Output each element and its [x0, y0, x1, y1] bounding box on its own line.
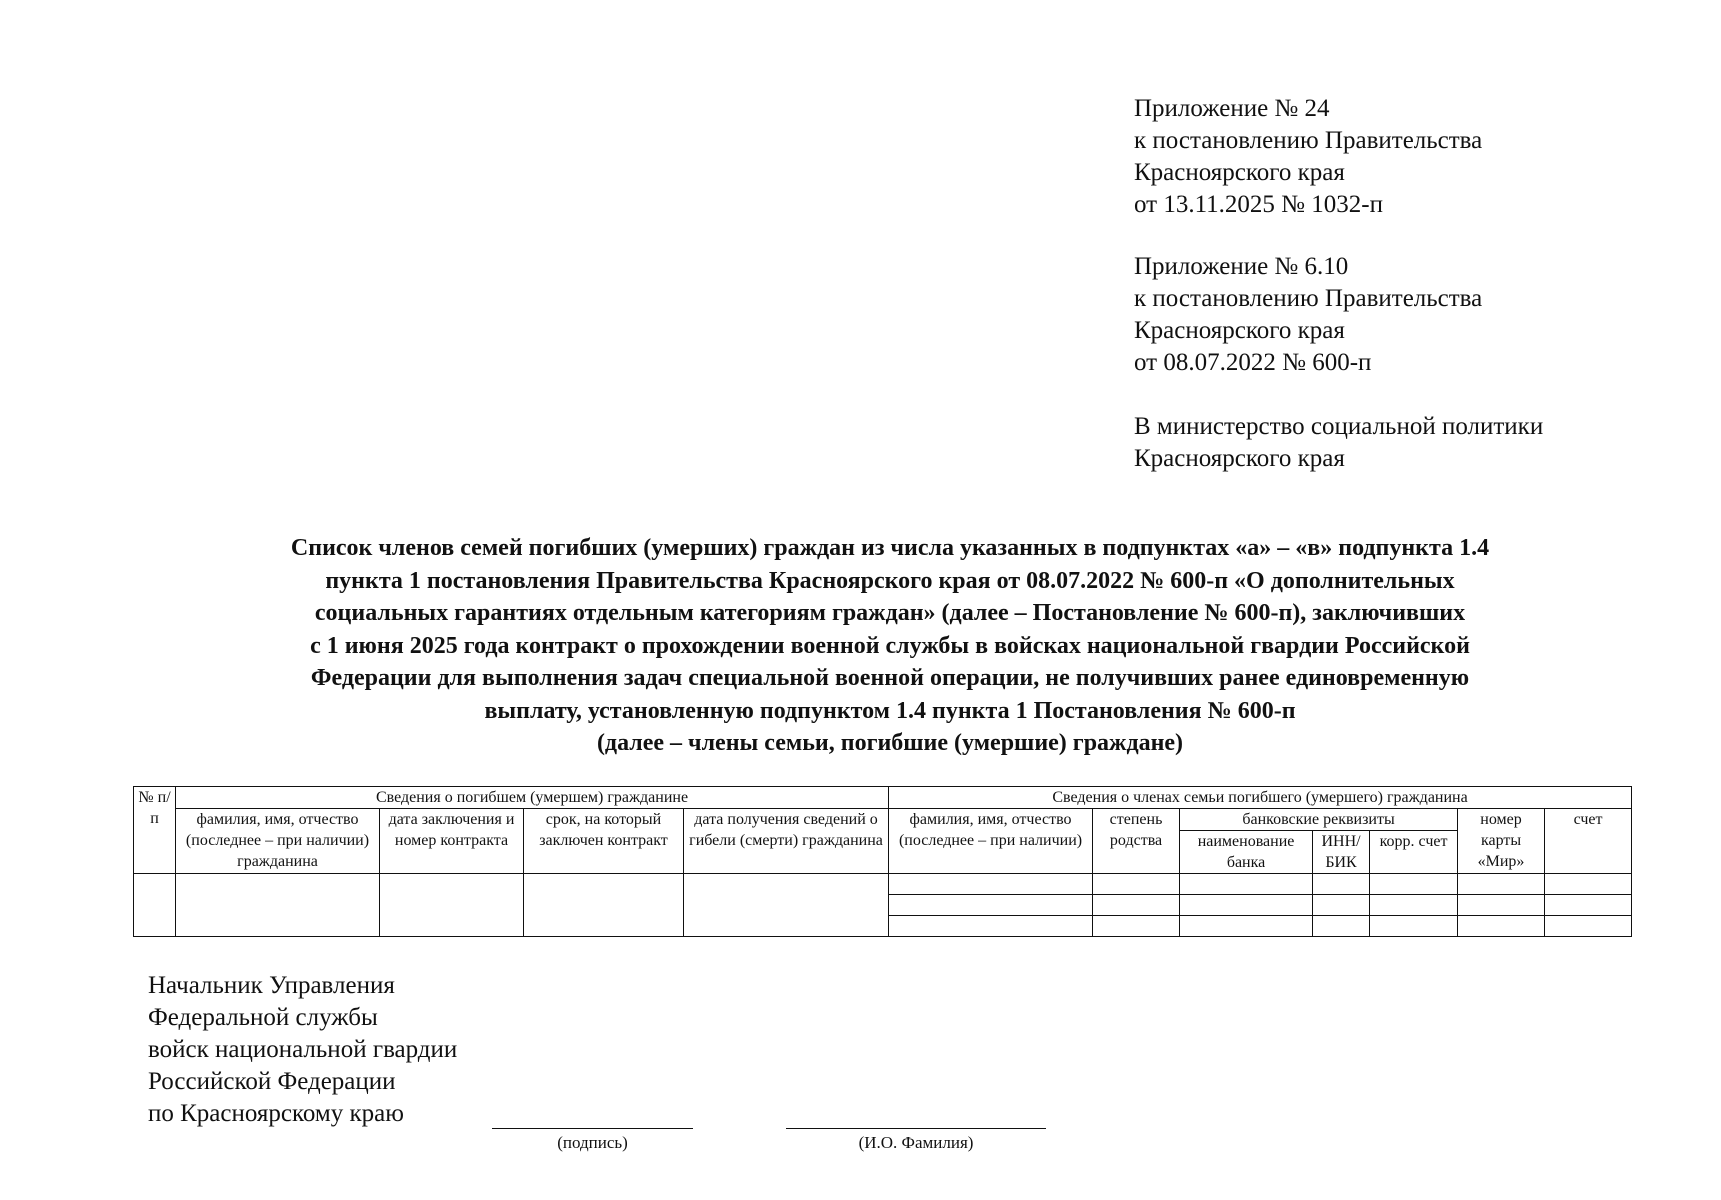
table-cell[interactable]	[1093, 916, 1180, 937]
table-cell[interactable]	[1545, 895, 1632, 916]
signatory-line: Федеральной службы	[148, 1004, 378, 1031]
annex-6-10-line: Приложение № 6.10	[1134, 253, 1349, 280]
table-cell[interactable]	[1545, 916, 1632, 937]
table-cell[interactable]	[889, 916, 1093, 937]
title-line: с 1 июня 2025 года контракт о прохождении военной службы в войсках национальной гвардии Российской	[310, 632, 1470, 659]
table-cell[interactable]	[176, 874, 380, 937]
table-cell[interactable]	[1313, 916, 1370, 937]
signatory-block	[148, 970, 457, 1130]
table-cell[interactable]	[1180, 916, 1313, 937]
table-cell[interactable]	[134, 874, 176, 937]
table-cell[interactable]	[1458, 895, 1545, 916]
table-cell[interactable]	[1370, 895, 1458, 916]
col-header-contract-date: дата заключения и номер контракта	[380, 809, 524, 874]
table-cell[interactable]	[684, 874, 889, 937]
table-cell[interactable]	[1370, 916, 1458, 937]
table-cell[interactable]	[524, 874, 684, 937]
addressee-line: В министерство социальной политики	[1134, 413, 1544, 440]
table-cell[interactable]	[1180, 874, 1313, 895]
group-header-bank-details: банковские реквизиты	[1180, 809, 1458, 831]
addressee-block	[1134, 411, 1543, 475]
document-title	[150, 532, 1630, 760]
title-line: (далее – члены семьи, погибшие (умершие) граждане)	[596, 730, 1184, 756]
name-caption: (И.О. Фамилия)	[858, 1133, 974, 1152]
annex-6-10-line: к постановлению Правительства	[1134, 285, 1483, 312]
table-cell[interactable]	[1370, 874, 1458, 895]
col-header-account: счет	[1545, 809, 1632, 874]
signatory-line: войск национальной гвардии	[148, 1036, 458, 1063]
annex-6-10-header	[1134, 251, 1482, 379]
title-line: Федерации для выполнения задач специальной военной операции, не получивших ранее единовременную	[310, 665, 1470, 691]
col-header-mir-card: номер карты «Мир»	[1458, 809, 1545, 874]
col-header-kinship: степень родства	[1093, 809, 1180, 874]
signatory-line: Российской Федерации	[148, 1068, 396, 1095]
annex-24-line: Красноярского края	[1134, 159, 1345, 186]
signature-line[interactable]	[492, 1128, 693, 1129]
table-cell[interactable]	[1093, 895, 1180, 916]
title-line: Список членов семей погибших (умерших) граждан из числа указанных в подпунктах «а» – «в» подпункта 1.4	[290, 535, 1490, 561]
annex-24-line: от 13.11.2025 № 1032-п	[1134, 191, 1383, 218]
table-cell[interactable]	[380, 874, 524, 937]
title-line: социальных гарантиях отдельным категориям граждан» (далее – Постановление № 600-п), заключивших	[314, 600, 1466, 626]
table-cell[interactable]	[1458, 916, 1545, 937]
table-cell[interactable]	[889, 895, 1093, 916]
addressee-line: Красноярского края	[1134, 445, 1345, 472]
table-cell[interactable]	[1313, 874, 1370, 895]
name-line[interactable]	[786, 1128, 1046, 1129]
table-cell[interactable]	[1093, 874, 1180, 895]
col-header-inn-bik: ИНН/ БИК	[1313, 831, 1370, 874]
col-header-bank-name: наименование банка	[1180, 831, 1313, 874]
annex-24-header	[1134, 93, 1482, 221]
col-header-number: № п/п	[134, 787, 176, 874]
table-cell[interactable]	[1458, 874, 1545, 895]
annex-6-10-line: Красноярского края	[1134, 317, 1345, 344]
table-cell[interactable]	[1313, 895, 1370, 916]
table-cell[interactable]	[1545, 874, 1632, 895]
col-header-family-name: фамилия, имя, отчество (последнее – при наличии)	[889, 809, 1093, 874]
col-header-death-info-date: дата получения сведений о гибели (смерти) гражданина	[684, 809, 889, 874]
col-header-corr-account: корр. счет	[1370, 831, 1458, 874]
table-cell[interactable]	[1180, 895, 1313, 916]
col-header-deceased-name: фамилия, имя, отчество (последнее – при наличии) гражданина	[176, 809, 380, 874]
annex-24-line: к постановлению Правительства	[1134, 127, 1483, 154]
annex-24-line: Приложение № 24	[1134, 95, 1330, 122]
family-members-table	[133, 786, 1632, 937]
group-header-family: Сведения о членах семьи погибшего (умершего) гражданина	[889, 787, 1632, 809]
signatory-line: Начальник Управления	[148, 972, 395, 999]
col-header-contract-term: срок, на который заключен контракт	[524, 809, 684, 874]
signature-caption: (подпись)	[557, 1133, 628, 1152]
title-line: пункта 1 постановления Правительства Красноярского края от 08.07.2022 № 600-п «О дополнительных	[325, 567, 1455, 594]
signatory-line: по Красноярскому краю	[148, 1100, 404, 1127]
table-cell[interactable]	[889, 874, 1093, 895]
group-header-deceased: Сведения о погибшем (умершем) гражданине	[176, 787, 889, 809]
annex-6-10-line: от 08.07.2022 № 600-п	[1134, 349, 1372, 376]
title-line: выплату, установленную подпунктом 1.4 пункта 1 Постановления № 600-п	[484, 697, 1296, 724]
